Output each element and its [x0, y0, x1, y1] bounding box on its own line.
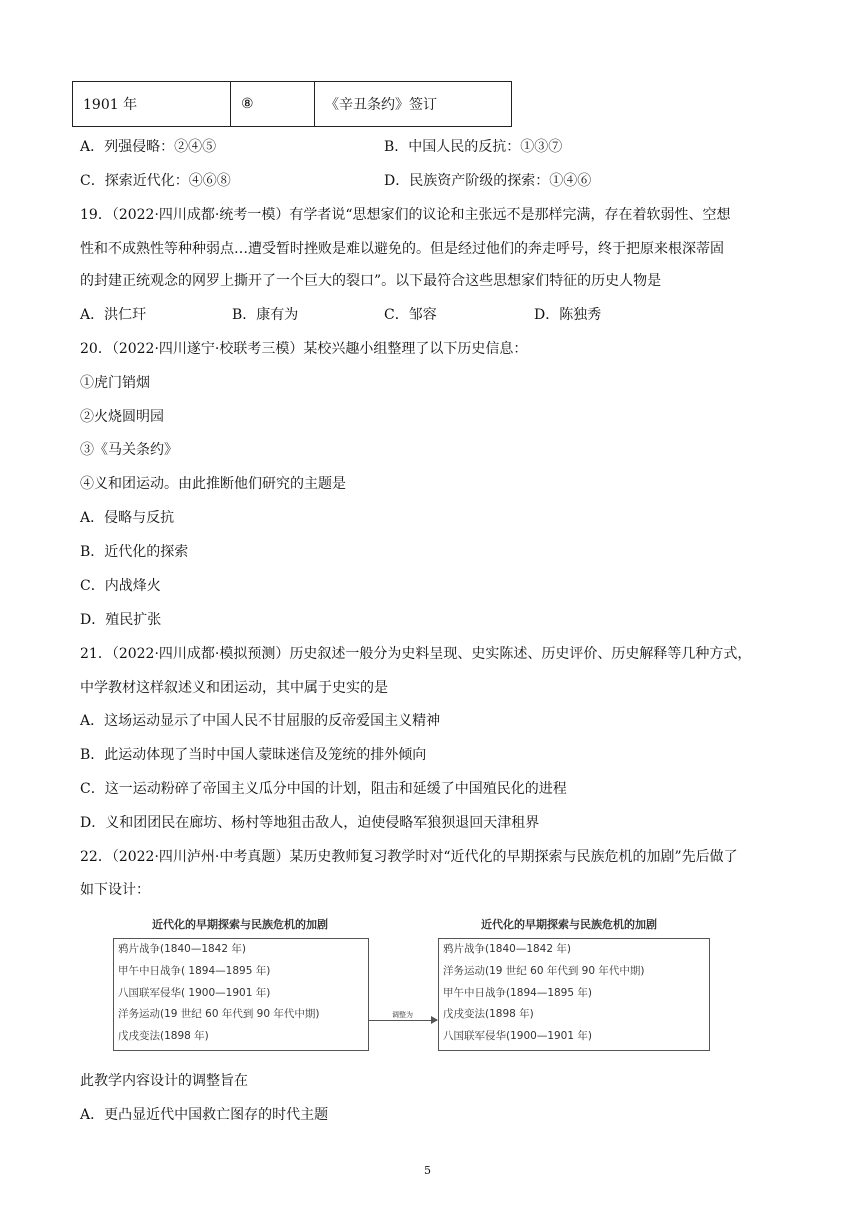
figure-left-box — [113, 938, 369, 1051]
figure-left-title: 近代化的早期探索与民族危机的加剧 — [152, 918, 328, 931]
page-number: 5 — [424, 1164, 431, 1177]
q19-option-a: A．洪仁玕 — [80, 307, 147, 323]
q21-stem-line2: 中学教材这样叙述义和团运动，其中属于史实的是 — [80, 680, 388, 696]
q21-option-d: D．义和团团民在廊坊、杨村等地狙击敌人，迫使侵略军狼狈退回天津租界 — [80, 815, 540, 831]
q22-stem-line1: 22．（2022·四川泸州·中考真题）某历史教师复习教学时对“近代化的早期探索与民族危机的加剧”先后做了 — [80, 849, 738, 865]
q20-option-a: A．侵略与反抗 — [80, 510, 175, 526]
figure-right-item: 甲午中日战争(1894—1895 年) — [443, 986, 592, 999]
arrow-label: 调整为 — [392, 1011, 413, 1019]
q21-option-b: B．此运动体现了当时中国人蒙昧迷信及笼统的排外倾向 — [80, 747, 427, 763]
arrow-right-icon — [369, 1020, 437, 1021]
q19-option-c: C．邹容 — [384, 307, 437, 323]
figure-left-item: 鸦片战争(1840—1842 年) — [118, 943, 246, 955]
q21-option-a: A．这场运动显示了中国人民不甘屈服的反帝爱国主义精神 — [80, 713, 441, 729]
q20-option-d: D．殖民扩张 — [80, 612, 162, 628]
q18-option-b: B．中国人民的反抗：①③⑦ — [384, 139, 563, 155]
table-cell-year: 1901 年 — [73, 82, 231, 126]
figure-left-item: 戊戌变法(1898 年) — [118, 1030, 209, 1043]
q19-stem-line3: 的封建正统观念的网罗上撕开了一个巨大的裂口”。以下最符合这些思想家们特征的历史人物是 — [80, 273, 662, 289]
q21-option-c: C．这一运动粉碎了帝国主义瓜分中国的计划，阻击和延缓了中国殖民化的进程 — [80, 781, 567, 797]
q22-option-a: A．更凸显近代中国救亡图存的时代主题 — [80, 1107, 329, 1123]
q19-option-d: D．陈独秀 — [534, 307, 602, 323]
figure-right-item: 八国联军侵华(1900—1901 年) — [443, 1030, 592, 1043]
q20-item-2: ②火烧圆明园 — [80, 409, 164, 425]
q19-stem-line2: 性和不成熟性等种种弱点…遭受暂时挫败是难以避免的。但是经过他们的奔走呼号，终于把原来根深蒂固 — [80, 241, 724, 257]
figure-right-item: 鸦片战争(1840—1842 年) — [443, 943, 571, 955]
q20-item-4: ④义和团运动。由此推断他们研究的主题是 — [80, 476, 346, 492]
q20-item-1: ①虎门销烟 — [80, 375, 150, 391]
figure-right-item: 戊戌变法(1898 年) — [443, 1008, 534, 1021]
table-cell-event: 《辛丑条约》签订 — [325, 97, 437, 113]
q18-option-c: C．探索近代化：④⑥⑧ — [80, 173, 231, 189]
figure-left-item: 八国联军侵华( 1900—1901 年) — [118, 986, 271, 999]
q19-option-b: B．康有为 — [232, 307, 299, 323]
q20-item-3: ③《马关条约》 — [80, 442, 178, 458]
q20-option-c: C．内战烽火 — [80, 578, 161, 594]
q19-stem-line1: 19．（2022·四川成都·统考一模）有学者说“思想家们的议论和主张远不是那样完满，存在着软弱性、空想 — [80, 207, 731, 223]
q20-stem: 20．（2022·四川遂宁·校联考三模）某校兴趣小组整理了以下历史信息： — [80, 341, 528, 357]
q22-after-figure: 此教学内容设计的调整旨在 — [80, 1073, 248, 1089]
q22-stem-line2: 如下设计： — [80, 882, 150, 898]
q18-option-d: D．民族资产阶级的探索：①④⑥ — [384, 173, 592, 189]
q21-stem-line1: 21．（2022·四川成都·模拟预测）历史叙述一般分为史料呈现、史实陈述、历史评价、历史解释等几种方式， — [80, 646, 752, 662]
table-cell-mark: ⑧ — [231, 82, 315, 126]
q20-option-b: B．近代化的探索 — [80, 544, 189, 560]
figure-right-item: 洋务运动(19 世纪 60 年代到 90 年代中期) — [443, 964, 645, 977]
figure-left-item: 洋务运动(19 世纪 60 年代到 90 年代中期) — [118, 1008, 320, 1021]
table-row — [72, 81, 512, 127]
q18-option-a: A．列强侵略：②④⑤ — [80, 139, 217, 155]
figure-right-title: 近代化的早期探索与民族危机的加剧 — [481, 918, 657, 931]
figure-right-box — [438, 938, 710, 1051]
figure-left-item: 甲午中日战争( 1894—1895 年) — [118, 964, 271, 977]
